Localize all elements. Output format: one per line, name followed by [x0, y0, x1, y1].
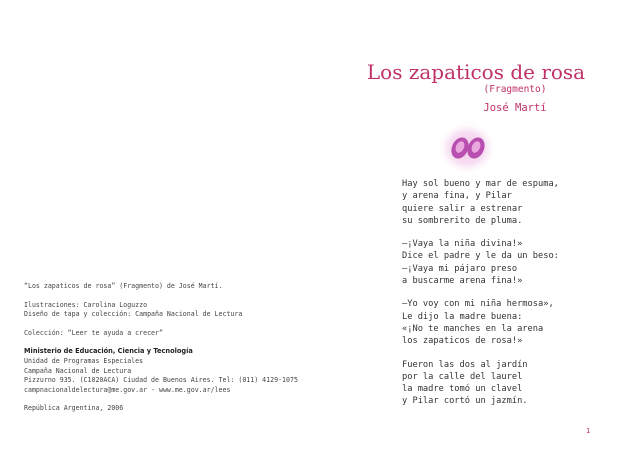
stanza: [402, 359, 602, 408]
poem-subtitle: (Fragmento): [483, 84, 547, 95]
page-number: 1: [586, 427, 591, 435]
poem-line: y Pilar cortó un jazmín.: [402, 396, 528, 407]
credits-block: [24, 282, 324, 423]
work-line: “Los zapaticos de rosa” (Fragmento) de José Martí.: [24, 282, 223, 290]
poem-line: y arena fina, y Pilar: [402, 191, 512, 202]
design-line: Diseño de tapa y colección: Campaña Nacional de Lectura: [24, 310, 243, 319]
contact-line: campnacionaldelectura@me.gov.ar - www.me.gov.ar/lees: [24, 385, 231, 394]
country-line: República Argentina, 2006: [24, 404, 124, 413]
poem-line: quiere salir a estrenar: [402, 203, 523, 214]
stanza: [402, 238, 602, 287]
credits-country: [24, 404, 324, 414]
unit-line: Unidad de Programas Especiales: [24, 356, 144, 365]
ministry-line: Ministerio de Educación, Ciencia y Tecnología: [24, 347, 193, 356]
poem-line: –¡Vaya la niña divina!»: [402, 239, 523, 250]
stanza: [402, 178, 602, 227]
credits-design: [24, 301, 324, 320]
pink-shoes-illustration: [436, 118, 498, 176]
poem-line: la madre tomó un clavel: [402, 384, 523, 395]
collection-line: Colección: “Leer te ayuda a crecer”: [24, 328, 163, 337]
poem-line: Fueron las dos al jardín: [402, 359, 528, 370]
poem-author: José Martí: [483, 102, 547, 114]
poem-line: –¡Vaya mi pájaro preso: [402, 263, 518, 274]
stanza: [402, 298, 602, 347]
address-line: Pizzurno 935. (C1020ACA) Ciudad de Buenos Aires. Tel: (011) 4129-1075: [24, 376, 298, 385]
poem-text: [402, 178, 602, 419]
poem-line: Dice el padre y le da un beso:: [402, 251, 559, 262]
campaign-line: Campaña Nacional de Lectura: [24, 366, 132, 375]
poem-line: por la calle del laurel: [402, 371, 523, 382]
poem-line: Hay sol bueno y mar de espuma,: [402, 179, 559, 189]
poem-line: su sombrerito de pluma.: [402, 215, 523, 226]
credits-work: [24, 282, 324, 292]
poem-line: –Yo voy con mi niña hermosa»,: [402, 299, 554, 310]
credits-collection: [24, 329, 324, 339]
illustrations-line: Ilustraciones: Carolina Loguzzo: [24, 300, 148, 309]
credits-publisher: [24, 347, 324, 395]
poem-line: a buscarme arena fina!»: [402, 276, 523, 287]
poem-line: Le dijo la madre buena:: [402, 311, 523, 322]
poem-title: Los zapaticos de rosa: [366, 60, 586, 84]
poem-line: los zapaticos de rosa!»: [402, 336, 523, 347]
poem-line: «¡No te manches en la arena: [402, 323, 544, 334]
